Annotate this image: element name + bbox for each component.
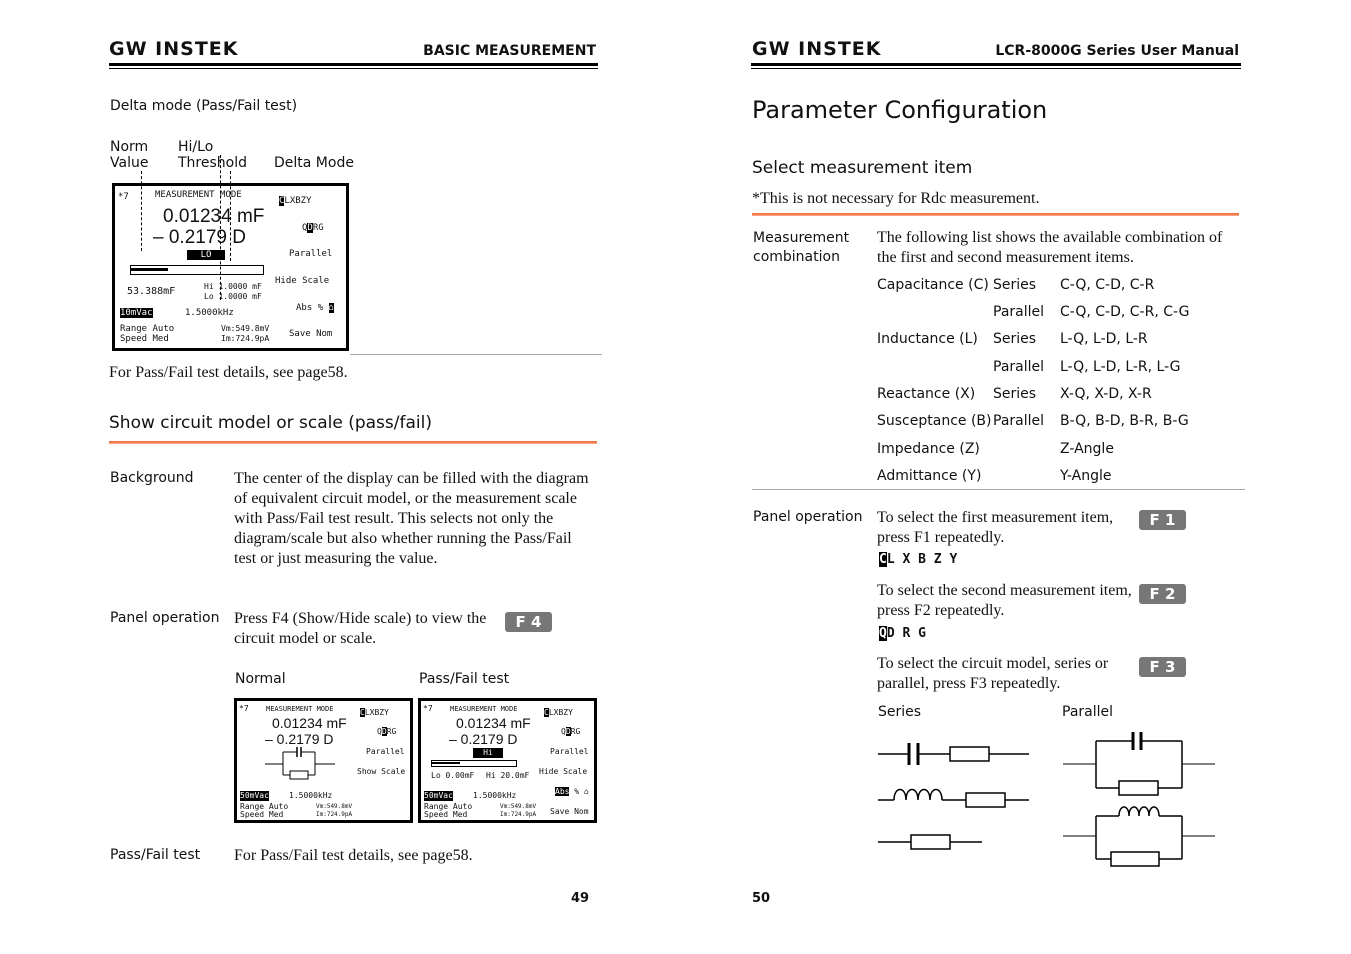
lo-threshold: Lo 1.0000 mF <box>204 292 262 301</box>
primary-value: 0.01234 mF <box>163 206 265 227</box>
first-param-list: CLXBZY <box>544 708 573 717</box>
f4-key[interactable]: F 4 <box>505 612 552 632</box>
callout-line-hilo <box>220 155 221 300</box>
header-rule <box>109 63 598 66</box>
home-icon: ⌂ <box>328 303 334 313</box>
f1-key[interactable]: F 1 <box>1139 510 1186 530</box>
signal-level: 10mVac <box>120 308 153 318</box>
first-param-list: CLXBZY <box>360 708 389 717</box>
row-item: Admittance (Y) <box>877 468 982 484</box>
table-row <box>877 276 1237 303</box>
caption: For Pass/Fail test details, see page58. <box>109 364 348 381</box>
first-param-list: CLXBZY <box>279 196 312 206</box>
callout-delta: Delta Mode <box>274 155 354 171</box>
page-number: 49 <box>571 891 590 906</box>
signal-level: 50mVac <box>424 791 453 800</box>
combination-intro: The following list shows the available combination of the first and second measurement items. <box>877 229 1223 266</box>
screen-title: MEASUREMENT MODE <box>155 190 242 200</box>
row-combos: Y-Angle <box>1060 468 1112 484</box>
row-item: Capacitance (C) <box>877 277 989 293</box>
row-combos: B-Q, B-D, B-R, B-G <box>1060 413 1189 429</box>
screen-title: MEASUREMENT MODE <box>450 705 518 713</box>
hi-limit: Hi 20.0mF <box>486 771 530 780</box>
step1-text: To select the first measurement item, press F1 repeatedly. <box>877 509 1114 546</box>
primary-value: 0.01234 mF <box>456 715 531 731</box>
hide-scale-label: Hide Scale <box>539 767 588 776</box>
frequency: 1.5000kHz <box>185 308 234 318</box>
f3-key[interactable]: F 3 <box>1139 657 1186 677</box>
range-label: Range Auto <box>120 324 175 334</box>
row-item: Inductance (L) <box>877 331 978 347</box>
callout-line-norm <box>141 171 142 251</box>
frequency: 1.5000kHz <box>473 791 517 800</box>
parallel-label: Parallel <box>1062 704 1114 720</box>
series-circuit-diagrams <box>878 738 1033 858</box>
section-heading: Select measurement item <box>752 158 973 178</box>
header-rule-thin <box>109 68 598 69</box>
abs-percent: Abs % ⌂ <box>555 787 589 796</box>
step2-text: To select the second measurement item, press F2 repeatedly. <box>877 582 1132 619</box>
series-rl-circuit-icon <box>878 790 1029 808</box>
secondary-value: – 0.2179 D <box>153 227 246 248</box>
table-row <box>877 412 1237 440</box>
pf-text: For Pass/Fail test details, see page58. <box>234 847 473 864</box>
parallel-label: Parallel <box>366 747 405 756</box>
im-readout: Im:724.9pA <box>221 334 270 343</box>
section-rule <box>752 213 1239 216</box>
parallel-rl-circuit-icon <box>1063 807 1215 866</box>
lo-badge: LO <box>187 250 225 260</box>
row-mode: Parallel <box>993 304 1045 320</box>
speed-label: Speed Med <box>120 334 169 344</box>
f2-key[interactable]: F 2 <box>1139 584 1186 604</box>
second-param-list: QDRG <box>377 727 397 736</box>
row-combos: L-Q, L-D, L-R, L-G <box>1060 359 1181 375</box>
table-row <box>877 440 1237 467</box>
section-title: Delta mode (Pass/Fail test) <box>110 98 298 114</box>
row-combos: C-Q, C-D, C-R <box>1060 277 1155 293</box>
page-number: 50 <box>752 891 771 906</box>
primary-value: 0.01234 mF <box>272 715 347 731</box>
header-rule <box>751 63 1241 66</box>
row-combos: X-Q, X-D, X-R <box>1060 386 1152 402</box>
home-icon: ⌂ <box>583 787 589 796</box>
measurement-combination-label: Measurement combination <box>753 230 850 265</box>
row-mode: Series <box>993 386 1037 402</box>
callout-norm: Norm Value <box>110 139 149 171</box>
series-label: Series <box>878 704 922 720</box>
background-label: Background <box>110 470 194 486</box>
panel-operation-text: Press F4 (Show/Hide scale) to view the circuit model or scale. <box>234 610 487 647</box>
normal-label: Normal <box>235 671 286 687</box>
secondary-value: – 0.2179 D <box>449 731 518 747</box>
series-r-circuit-icon <box>878 835 982 849</box>
scale-bar-fill <box>131 268 168 271</box>
hi-badge: Hi <box>473 748 503 758</box>
lcd-screen-passfail <box>418 698 597 823</box>
background-text: The center of the display can be filled with the diagram of equivalent circuit model, or the measurement scale with Pass/Fail test result. This selects not only the diagram/scale but also whether running the Pass/Fail test or just measuring the value. <box>234 470 589 567</box>
header-rule-thin <box>751 68 1241 69</box>
range-label: Range Auto <box>240 802 289 811</box>
parallel-rc-circuit-icon <box>1063 732 1215 795</box>
scale-bar <box>130 265 264 275</box>
speed-label: Speed Med <box>240 810 284 819</box>
vm-readout: Vm:549.8mV <box>500 803 537 810</box>
first-item-sequence: CL X B Z Y <box>879 552 958 567</box>
table-row <box>877 358 1237 385</box>
callout-line-delta <box>230 171 231 261</box>
frequency: 1.5000kHz <box>289 791 333 800</box>
row-item: Reactance (X) <box>877 386 976 402</box>
page-header: BASIC MEASUREMENT <box>423 43 596 59</box>
im-readout: Im:724.9pA <box>500 811 537 818</box>
second-param-list: QDRG <box>302 223 324 233</box>
section-rule <box>109 441 597 444</box>
parallel-label: Parallel <box>550 747 589 756</box>
row-item: Susceptance (B) <box>877 413 992 429</box>
save-nom: Save Nom <box>550 807 589 816</box>
save-nom: Save Nom <box>289 329 333 339</box>
scale-value: 53.388mF <box>127 286 176 297</box>
row-mode: Series <box>993 331 1037 347</box>
section-heading: Show circuit model or scale (pass/fail) <box>109 413 432 433</box>
signal-level: 50mVac <box>240 791 269 800</box>
show-scale-label: Show Scale <box>357 767 406 776</box>
table-row <box>877 385 1237 412</box>
divider <box>350 354 602 355</box>
vm-readout: Vm:549.8mV <box>221 324 270 333</box>
speed-label: Speed Med <box>424 810 468 819</box>
row-item: Impedance (Z) <box>877 441 980 457</box>
screen-number: *7 <box>423 704 433 713</box>
hi-threshold: Hi 1.0000 mF <box>204 282 262 291</box>
range-label: Range Auto <box>424 802 473 811</box>
panel-operation-label: Panel operation <box>110 610 220 626</box>
row-combos: Z-Angle <box>1060 441 1114 457</box>
vm-readout: Vm:549.8mV <box>316 803 353 810</box>
lo-limit: Lo 0.00mF <box>431 771 475 780</box>
table-row <box>877 330 1237 358</box>
note: *This is not necessary for Rdc measurement. <box>752 190 1040 207</box>
passfail-label: Pass/Fail test <box>419 671 510 687</box>
screen-number: *7 <box>239 704 249 713</box>
screen-number: *7 <box>118 192 129 202</box>
callout-hilo: Hi/Lo Threshold <box>178 139 247 171</box>
parallel-label: Parallel <box>289 249 333 259</box>
im-readout: Im:724.9pA <box>316 811 353 818</box>
gw-instek-logo: GW INSTEK <box>752 38 882 60</box>
scale-bar <box>431 760 517 767</box>
row-mode: Parallel <box>993 413 1045 429</box>
parallel-rc-circuit-icon <box>265 747 335 781</box>
row-combos: C-Q, C-D, C-R, C-G <box>1060 304 1190 320</box>
panel-operation-label: Panel operation <box>753 509 863 525</box>
combination-table <box>877 276 1237 494</box>
scale-bar-fill <box>432 762 460 764</box>
page-title: Parameter Configuration <box>752 96 1048 124</box>
pf-label: Pass/Fail test <box>110 847 201 863</box>
divider <box>752 489 1245 490</box>
series-rc-circuit-icon <box>878 743 1029 765</box>
hide-scale-label: Hide Scale <box>275 276 330 286</box>
screen-title: MEASUREMENT MODE <box>266 705 334 713</box>
second-param-list: QDRG <box>561 727 581 736</box>
gw-instek-logo: GW INSTEK <box>109 38 239 60</box>
parallel-circuit-diagrams <box>1063 730 1218 870</box>
second-item-sequence: QD R G <box>879 626 926 641</box>
lcd-screen-normal <box>234 698 413 823</box>
row-combos: L-Q, L-D, L-R <box>1060 331 1148 347</box>
row-mode: Series <box>993 277 1037 293</box>
abs-percent: Abs % ⌂ <box>296 303 334 313</box>
step3-text: To select the circuit model, series or parallel, press F3 repeatedly. <box>877 655 1109 692</box>
row-mode: Parallel <box>993 359 1045 375</box>
secondary-value: – 0.2179 D <box>265 731 334 747</box>
page-header: LCR-8000G Series User Manual <box>995 43 1239 59</box>
table-row <box>877 303 1237 330</box>
